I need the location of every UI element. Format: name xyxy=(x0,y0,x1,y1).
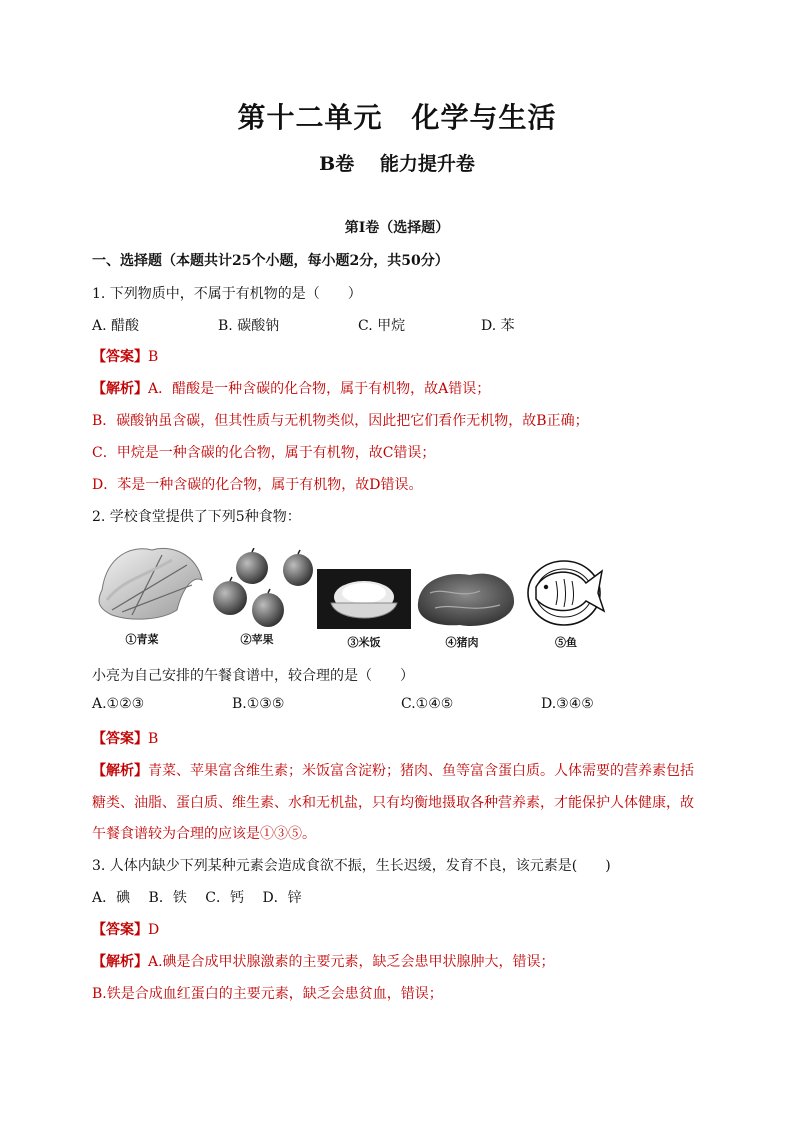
q3-options: A．碘 B．铁 C．钙 D．锌 xyxy=(92,890,302,906)
answer-value: B xyxy=(148,731,159,747)
q1-option-b: B. 碳酸钠 xyxy=(218,318,280,334)
section-title: 第I卷（选择题） xyxy=(344,220,450,236)
q1-analysis-line-4: D．苯是一种含碳的化合物，属于有机物，故D错误。 xyxy=(92,477,423,493)
caption-fish: ⑤鱼 xyxy=(555,636,577,649)
q1-analysis-line-3: C．甲烷是一种含碳的化合物，属于有机物，故C错误； xyxy=(92,445,436,461)
caption-apple: ②苹果 xyxy=(240,633,274,646)
q2-option-b: B.①③⑤ xyxy=(232,696,285,712)
q3-analysis-line-2: B.铁是合成血红蛋白的主要元素，缺乏会患贫血，错误； xyxy=(92,986,443,1002)
analysis-tag: 【解析】 xyxy=(92,763,148,779)
analysis-text: A.碘是合成甲状腺激素的主要元素，缺乏会患甲状腺肿大，错误； xyxy=(148,954,555,970)
answer-tag: 【答案】 xyxy=(92,349,148,365)
analysis-text: 青菜、苹果富含维生素；米饭富含淀粉；猪肉、鱼等富含蛋白质。人体需要的营养素包括 xyxy=(148,763,694,779)
page-subtitle: B卷 能力提升卷 xyxy=(319,153,475,175)
apple-icon xyxy=(210,548,320,634)
analysis-tag: 【解析】 xyxy=(92,954,148,970)
answer-tag: 【答案】 xyxy=(92,922,148,938)
q2-analysis-line-2: 糖类、油脂、蛋白质、维生素、水和无机盐，只有均衡地摄取各种营养素，才能保护人体健康，故 xyxy=(92,795,694,811)
part-heading: 一、选择题（本题共计25个小题，每小题2分，共50分） xyxy=(92,253,449,269)
q3-answer xyxy=(92,919,159,939)
caption-vegetable: ①青菜 xyxy=(125,633,159,646)
q3-stem: 3. 人体内缺少下列某种元素会造成食欲不振，生长迟缓，发育不良，该元素是( ) xyxy=(92,858,611,874)
page-title: 第十二单元 化学与生活 xyxy=(237,101,557,134)
fish-icon xyxy=(522,549,610,635)
q1-option-d: D. 苯 xyxy=(481,318,515,334)
q1-analysis-line-2: B．碳酸钠虽含碳，但其性质与无机物类似，因此把它们看作无机物，故B正确； xyxy=(92,413,589,429)
q1-stem: 1. 下列物质中，不属于有机物的是（ ） xyxy=(92,286,362,302)
q2-option-c: C.①④⑤ xyxy=(401,696,454,712)
q1-analysis-line-1 xyxy=(92,378,490,398)
analysis-tag: 【解析】 xyxy=(92,381,148,397)
q1-option-c: C. 甲烷 xyxy=(358,318,406,334)
q2-analysis-line-1 xyxy=(92,760,694,780)
q2-analysis-line-3: 午餐食谱较为合理的应该是①③⑤。 xyxy=(92,826,316,842)
caption-pork: ④猪肉 xyxy=(445,636,479,649)
q2-option-d: D.③④⑤ xyxy=(541,696,594,712)
q2-question: 小亮为自己安排的午餐食谱中，较合理的是（ ） xyxy=(92,668,414,684)
q3-analysis-line-1 xyxy=(92,951,555,971)
analysis-text: A．醋酸是一种含碳的化合物，属于有机物，故A错误； xyxy=(148,381,491,397)
caption-rice: ③米饭 xyxy=(347,636,381,649)
q1-answer xyxy=(92,346,158,366)
q1-option-a: A. 醋酸 xyxy=(92,318,140,334)
q2-option-a: A.①②③ xyxy=(92,696,145,712)
rice-bowl-icon xyxy=(317,569,411,633)
pork-icon xyxy=(410,563,520,635)
q2-answer xyxy=(92,728,158,748)
answer-value: B xyxy=(148,349,159,365)
answer-tag: 【答案】 xyxy=(92,731,148,747)
answer-value: D xyxy=(148,922,160,938)
q2-stem: 2. 学校食堂提供了下列5种食物： xyxy=(92,509,301,525)
vegetable-icon xyxy=(92,540,207,634)
